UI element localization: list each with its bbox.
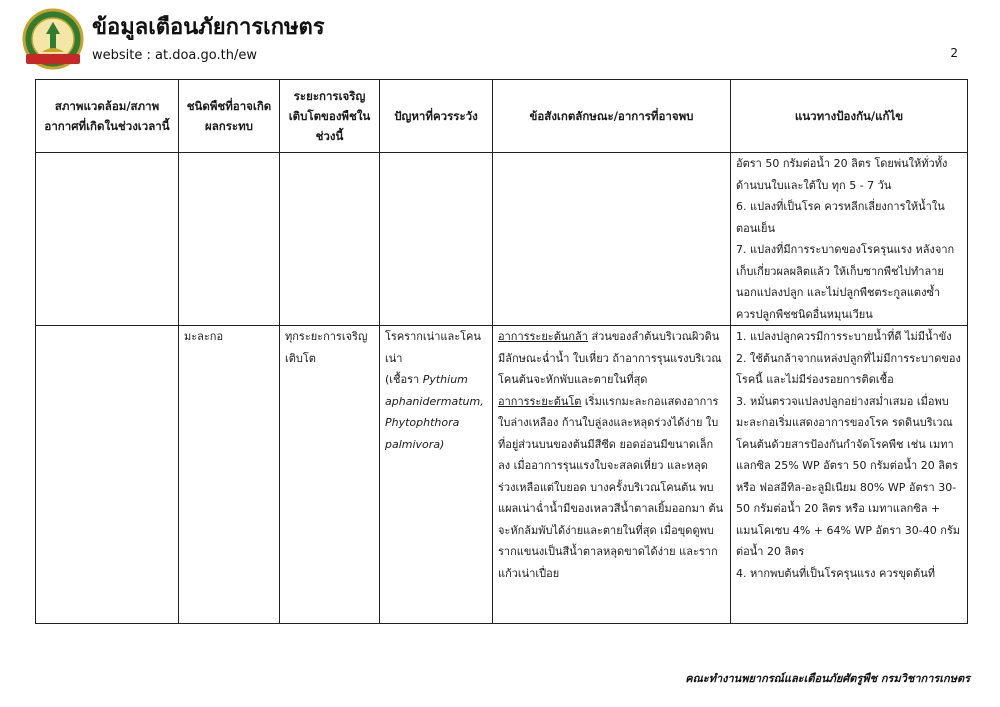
header-environment: สภาพแวดล้อม/สภาพอากาศที่เกิดในช่วงเวลานี้ xyxy=(36,80,179,153)
symptom-seedling-label: อาการระยะต้นกล้า xyxy=(498,330,588,343)
page-header xyxy=(22,8,972,72)
header-plant-type: ชนิดพืชที่อาจเกิดผลกระทบ xyxy=(179,80,280,153)
header-symptoms: ข้อสังเกตลักษณะ/อาการที่อาจพบ xyxy=(493,80,731,153)
cell-stage xyxy=(280,153,380,326)
header-growth-stage: ระยะการเจริญเติบโตของพืชในช่วงนี้ xyxy=(280,80,380,153)
symptom-mature-text: เริ่มแรกมะละกอแสดงอาการใบล่างเหลือง ก้านใบลู่ลงและหลุดร่วงได้ง่าย ใบที่อยู่ส่วนบนของต้นมีสีซีด ยอดอ่อนมีขนาดเล็กลง เมื่ออาการรุนแรงใบจะสลดเหี่ยว และหลุดร่วงเหลือแต่ใบยอด บางครั้งบริเวณโคนต้น พบแผลเน่าฉ่ำน้ำมีของเหลวสีน้ำตาลเยิ้มออกมา ต้นจะหักล้มพับได้ง่ายและตายในที่สุด เมื่อขุดดูพบรากแขนงเป็นสีน้ำตาลหลุดขาดได้ง่าย และรากแก้วเน่าเปื่อย xyxy=(498,394,724,580)
cell-stage xyxy=(280,326,380,624)
cell-symptoms xyxy=(493,326,731,624)
website-url: website : at.doa.go.th/ew xyxy=(92,48,257,63)
cell-symptoms xyxy=(493,153,731,326)
symptom-seedling-text: ส่วนของลำต้นบริเวณผิวดินมีลักษณะฉ่ำน้ำ ใบเหี่ยว ถ้าอาการรุนแรงบริเวณโคนต้นจะหักพับและตายในที่สุด xyxy=(498,330,722,386)
problem-cause-prefix: (เชื้อรา xyxy=(385,373,423,386)
department-logo-icon xyxy=(22,8,84,70)
footer-credit: คณะทำงานพยากรณ์และเตือนภัยศัตรูพืช กรมวิชาการเกษตร xyxy=(685,672,970,685)
guidance-text: 1. แปลงปลูกควรมีการระบายน้ำที่ดี ไม่มีน้ำขัง 2. ใช้ต้นกล้าจากแหล่งปลูกที่ไม่มีการระบาดของโรคนี้ และไม่มีร่องรอยการติดเชื้อ 3. หมั่นตรวจแปลงปลูกอย่างสม่ำเสมอ เมื่อพบมะละกอเริ่มแสดงอาการของโรค รดดินบริเวณโคนต้นด้วยสารป้องกันกำจัดโรคพืช เช่น เมทาแลกซิล 25% WP อัตรา 50 กรัมต่อน้ำ 20 ลิตร หรือ ฟอสอีทิล-อะลูมิเนียม 80% WP อัตรา 30-50 กรัมต่อน้ำ 20 ลิตร หรือ เมทาแลกซิล + แมนโคเซบ 4% + 64% WP อัตรา 30-40 กรัมต่อน้ำ 20 ลิตร 4. หากพบต้นที่เป็นโรครุนแรง ควรขุดต้นที่ xyxy=(736,330,961,580)
header-problem: ปัญหาที่ควรระวัง xyxy=(380,80,493,153)
problem-cause-species: Pythium aphanidermatum, Phytophthora palmivora) xyxy=(385,373,484,451)
symptom-mature-label: อาการระยะต้นโต xyxy=(498,394,582,408)
table-row xyxy=(36,153,968,326)
cell-plant xyxy=(179,326,280,624)
page-title: ข้อมูลเตือนภัยการเกษตร xyxy=(92,15,325,40)
cell-guidance xyxy=(731,326,968,624)
header-guidance: แนวทางป้องกัน/แก้ไข xyxy=(731,80,968,153)
cell-environment xyxy=(36,153,179,326)
table-row xyxy=(36,326,968,624)
plant-name: มะละกอ xyxy=(184,330,224,343)
growth-stage: ทุกระยะการเจริญเติบโต xyxy=(285,330,368,365)
cell-problem xyxy=(380,153,493,326)
table-header-row xyxy=(36,80,968,153)
cell-environment xyxy=(36,326,179,624)
cell-guidance xyxy=(731,153,968,326)
warning-table xyxy=(35,79,968,624)
page-number: 2 xyxy=(950,46,958,60)
cell-plant xyxy=(179,153,280,326)
cell-problem xyxy=(380,326,493,624)
problem-name: โรครากเน่าและโคนเน่า xyxy=(385,330,481,365)
guidance-text: อัตรา 50 กรัมต่อน้ำ 20 ลิตร โดยพ่นให้ทั่วทั้งด้านบนใบและใต้ใบ ทุก 5 - 7 วัน 6. แปลงที่เป็นโรค ควรหลีกเลี่ยงการให้น้ำในตอนเย็น 7. แปลงที่มีการระบาดของโรครุนแรง หลังจากเก็บเกี่ยวผลผลิตแล้ว ให้เก็บซากพืชไปทำลายนอกแปลงปลูก และไม่ปลูกพืชตระกูลแตงซ้ำ ควรปลูกพืชชนิดอื่นหมุนเวียน xyxy=(736,157,955,321)
